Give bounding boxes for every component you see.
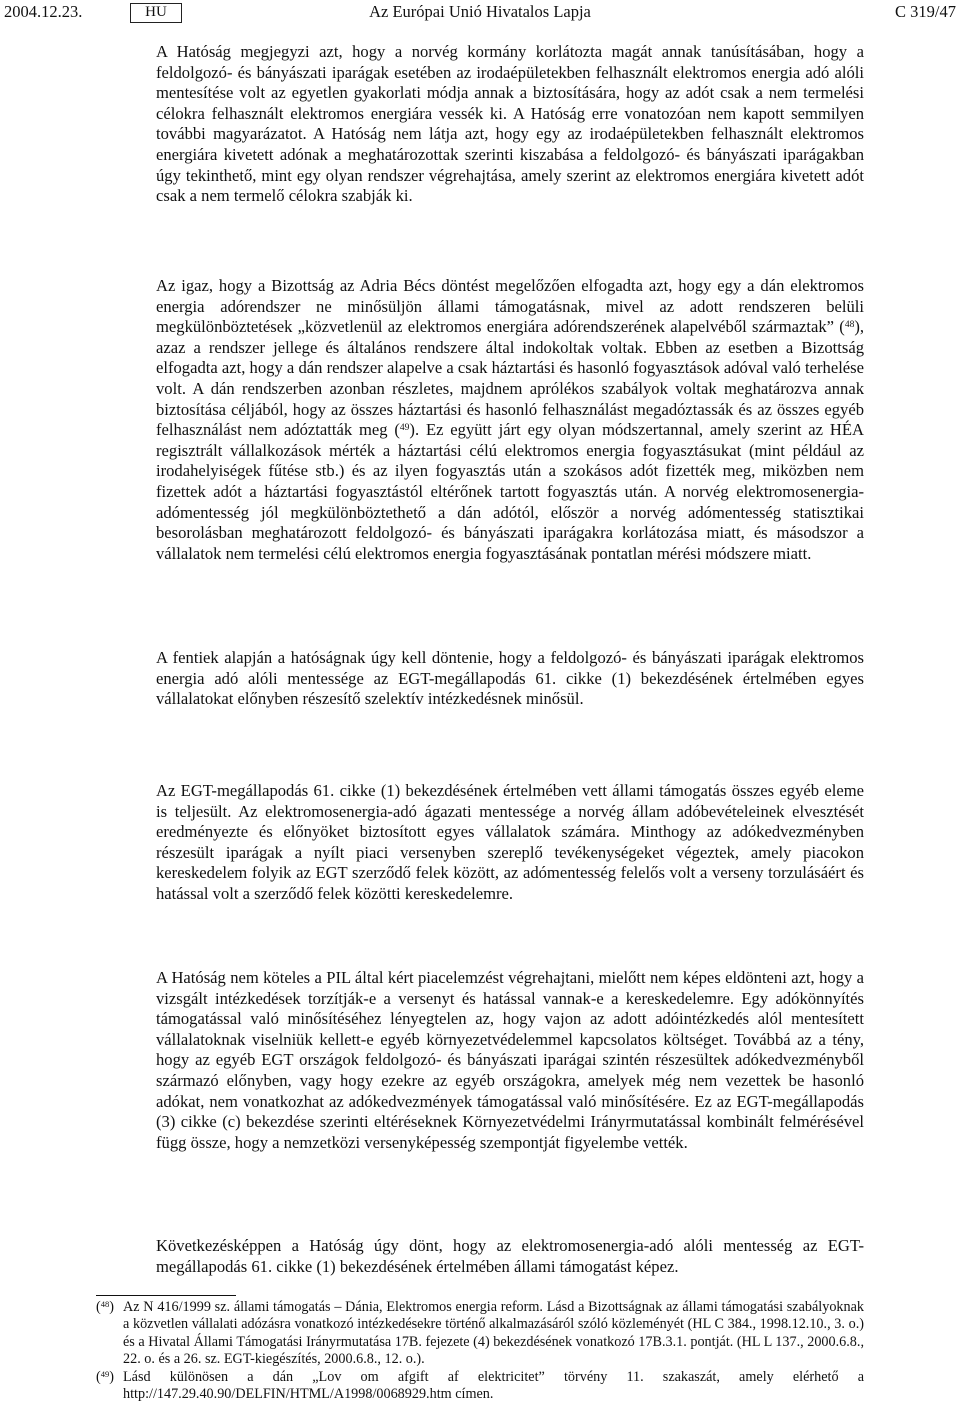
footnote-ref-49[interactable]: 49	[399, 423, 410, 434]
footnote-number: ($^{49}$)	[96, 1368, 114, 1385]
footnote-48	[96, 1299, 864, 1369]
footnote-number: ($^{48}$)	[96, 1299, 114, 1315]
footnote-49	[96, 1369, 864, 1403]
header-date: 2004.12.23.	[4, 2, 83, 21]
paragraph-2-part-b: ), azaz a rendszer jellege és általános rendszere által indokoltak voltak. Ebben az esetben a Bizottság elfogadta azt, hogy a dán rendszer alapelve a csak háztartási és hasonló fogyasztások adóval való terhelése volt. A dán rendszerben azonban részletes, majdnem aprólékos szabályok voltak meghatározva annak biztosítása céljából, hogy az összes háztartási és hasonló felhasználást megadóztassák és az összes egyéb felhasználást nem adóztatták meg (	[156, 317, 864, 440]
language-badge: HU	[130, 3, 182, 23]
paragraph-1: A Hatóság megjegyzi azt, hogy a norvég kormány korlátozta magát annak tanúsításában, hogy a feldolgozó- és bányászati iparágak esetében az irodaépületekben felhasznált elektromos energia adó alóli mentesítése volt az egyetlen gyakorlati módja annak a biztosítására, hogy az adót csak a nem termelési célokra felhasznált elektromos energiára vessék ki. A Hatóság erre vonatozóan nem kapott semmilyen további magyarázatot. A Hatóság nem látja azt, hogy egy az irodaépületekben felhasznált elektromos energiára kivetett adónak a meghatározottak szerinti kiszabása a feldolgozó- és bányászati iparágakban úgy tekinthető, mint egy olyan rendszer végrehajtása, amely szerint az elektromos energiára kivetett adót csak a nem termelő célokra szabják ki.	[156, 42, 864, 206]
paragraph-2-part-a: Az igaz, hogy a Bizottság az Adria Bécs döntést megelőzően elfogadta azt, hogy egy a dán elektromos energia adórendszer ne minősüljön állami támogatásnak, mivel az adott rendszeren belüli megkülönböztetések „közvetlenül az elektromos energiára adórendszerének alapelvéből származtak” (	[156, 276, 864, 337]
footnote-text: Az N 416/1999 sz. állami támogatás – Dánia, Elektromos energia reform. Lásd a Bizottságnak az állami támogatási szabályoknak a közvetlen vállalati adózásra vonatkozó intézkedésekre történő alkalmazásáról szóló közleményét (HL C 384., 1998.12.10., 3. o.) és a Hivatal Állami Támogatási Irányrmutatása 17B. fejezete (4) bekezdésének vonatkozó 17B.3.1. pontját. (HL L 137., 2000.6.8., 22. o. és a 26. sz. EGT-kiegészítés, 2000.6.8., 12. o.).	[123, 1299, 864, 1368]
footnote-text: Lásd különösen a dán „Lov om afgift af elektricitet” törvény 11. szakaszát, amely elérhető a http://147.29.40.90/DELFIN/HTML/A1998/0068929.htm címen.	[123, 1368, 864, 1403]
paragraph-3: A fentiek alapján a hatóságnak úgy kell döntenie, hogy a feldolgozó- és bányászati iparágak elektromos energia adó alóli mentessége az EGT-megállapodás 61. cikke (1) bekezdésének értelmében egyes vállalatokat előnyben részesítő szelektív intézkedésnek minősül.	[156, 648, 864, 709]
footnote-ref-48[interactable]: 48	[844, 320, 855, 331]
page-reference: C 319/47	[895, 2, 956, 21]
paragraph-2-part-c: ). Ez együtt járt egy olyan módszertannal, amely szerint az HÉA regisztrált vállalkozások mérték a háztartási célú elektromos energia fogyasztásukat (mint például az irodahelyiségek fűtése stb.) és az ilyen fogyasztás után a szokásos adót fizették meg, miközben nem fizettek adót a háztartási fogyasztástól eltérőnek tartott fogyasztás után. A norvég elektromosenergia-adómentesség jól megkülönböztethető a dán adótól, először a norvég adómentesség statisztikai besorolásban meghatározott feldolgozó- és bányászati iparágakra korlátozása miatt, és másodszor a vállalatok nem termelési célú elektromos energia fogyasztásának pontatlan mérési módszere miatt.	[156, 420, 864, 563]
paragraph-6: Következésképpen a Hatóság úgy dönt, hogy az elektromosenergia-adó alóli mentesség az EGT-megállapodás 61. cikke (1) bekezdésének értelmében állami támogatást képez.	[156, 1236, 864, 1276]
paragraph-5: A Hatóság nem köteles a PIL által kért piacelemzést végrehajtani, mielőtt nem képes eldönteni azt, hogy a vizsgált intézkedések torzítják-e a versenyt és hatással vannak-e a kereskedelemre. Egy adókönnyítés támogatással való minősítéséhez lényegtelen az, hogy vajon az adott adóintézkedés alól mentesített vállalatoknak viselniük kellett-e egyéb környezetvédelemmel kapcsolatos költséget. Továbbá az a tény, hogy az egyéb EGT országok feldolgozó- és bányászati iparágai szintén részesültek adókedvezményből származó előnyben, vagy hogy ezekre az egyéb országokra, amelyek még nem vezettek be hasonló adókat, nem vonatkozhat az adókedvezmények támogatással való minősítésére. Ez az EGT-megállapodás (3) cikke (c) bekezdése szerinti eltéréseknek Környezetvédelmi Irányrmutatással kombinált felmérésével függ össze, hogy a nemzetközi versenyképesség szempontját figyelembe vették.	[156, 968, 864, 1152]
footnotes	[96, 1299, 864, 1403]
paragraph-2	[156, 276, 864, 564]
page-header	[0, 0, 960, 26]
footnote-divider	[96, 1295, 236, 1296]
paragraph-4: Az EGT-megállapodás 61. cikke (1) bekezdésének értelmében vett állami támogatás összes egyéb eleme is teljesült. Az elektromosenergia-adó ágazati mentessége a norvég állam adóbevételeinek elvesztését eredményezte és előnyöket biztosított egyes vállalatok számára. Minthogy az adókedvezményben részesült iparágak a nyílt piaci versenyben szereplő tevékenységeket végeztek, amely piacokon kereskedelem folyik az EGT szerződő felek között, az adómentesség felelős volt a verseny torzulásáért és hatással volt a szerződő felek közötti kereskedelemre.	[156, 781, 864, 903]
journal-title: Az Európai Unió Hivatalos Lapja	[369, 2, 591, 21]
